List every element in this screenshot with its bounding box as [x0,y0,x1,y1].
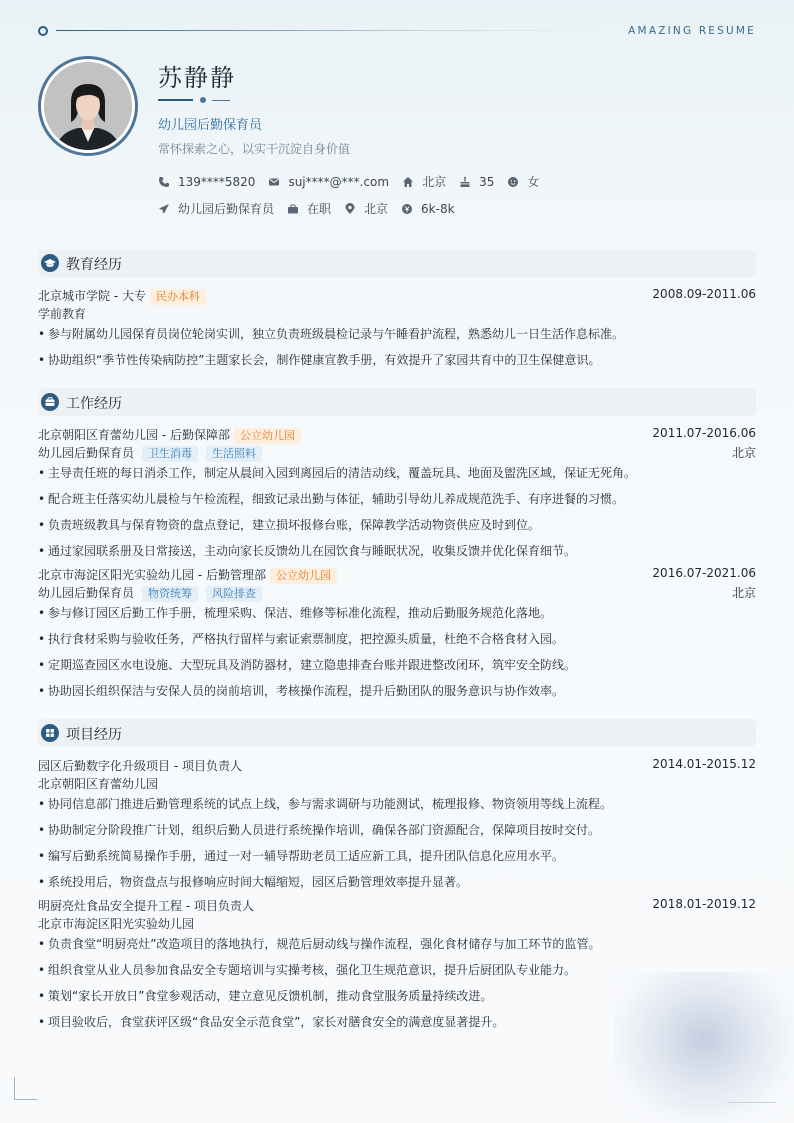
list-item: • 协助制定分阶段推广计划，组织后勤人员进行系统操作培训，确保各部门资源配合，保障项目按时交付。 [38,821,600,838]
target-job-item [158,200,274,217]
job-location: 北京 [731,586,756,600]
brand-label: AMAZING RESUME [628,25,756,37]
status-value: 在职 [307,202,332,216]
project-org: 北京朝阳区育蕾幼儿园 [38,777,159,791]
intention-row [158,200,468,217]
skill-tag: 卫生消毒 [142,446,198,462]
section-title: 工作经历 [66,396,122,412]
job-role-line [38,584,262,602]
avatar [38,56,138,156]
candidate-name: 苏静静 [158,64,236,92]
project-period: 2014.01-2015.12 [652,757,756,771]
name-underline-decoration [158,96,238,104]
divider-line [728,1102,776,1103]
list-item: • 通过家园联系册及日常接送，主动向家长反馈幼儿在园饮食与睡眠状况，收集反馈并优化保育细节。 [38,542,576,559]
phone-icon [158,176,170,188]
mail-icon [268,176,280,188]
graduation-cap-icon [41,254,59,272]
list-item: • 定期巡查园区水电设施、大型玩具及消防器材，建立隐患排查台账并跟进整改闭环，筑牢安全防线。 [38,656,576,673]
grid-icon [41,724,59,742]
list-item: • 系统投用后，物资盘点与报修响应时间大幅缩短，园区后勤管理效率提升显著。 [38,873,468,890]
list-item: • 项目验收后，食堂获评区级“食品安全示范食堂”，家长对膳食安全的满意度显著提升。 [38,1013,504,1030]
target-city-value: 北京 [364,202,389,216]
education-period: 2008.09-2011.06 [652,287,756,301]
project-name: 园区后勤数字化升级项目 - 项目负责人 [38,759,242,773]
section-projects [38,719,756,747]
section-title: 项目经历 [66,727,122,743]
email-value: suj****@***.com [288,174,390,189]
list-item: • 协助组织“季节性传染病防控”主题家长会，制作健康宣教手册，有效提升了家园共育中的卫生保健意识。 [38,351,600,368]
list-item: • 配合班主任落实幼儿晨检与午检流程，细致记录出勤与体征，辅助引导幼儿养成规范洗手、有序进餐的习惯。 [38,490,624,507]
phone-value: 139****5820 [178,174,256,189]
job-role: 幼儿园后勤保育员 [38,446,135,460]
list-item: • 策划“家长开放日”食堂参观活动，建立意见反馈机制，推动食堂服务质量持续改进。 [38,987,492,1004]
list-item: • 执行食材采购与验收任务，严格执行留样与索证索票制度，把控源头质量，杜绝不合格食材入园。 [38,630,564,647]
age-item [459,175,494,189]
project-period: 2018.01-2019.12 [652,897,756,911]
phone-item [158,175,255,189]
section-title: 教育经历 [66,257,122,273]
job-role-line [38,444,262,462]
salary-item [401,202,455,216]
blur-decoration [614,972,794,1123]
job-role: 幼儿园后勤保育员 [38,586,135,600]
city-value: 北京 [422,175,447,189]
circle-decoration [38,26,48,36]
list-item: • 参与修订园区后勤工作手册，梳理采购、保洁、维修等标准化流程，推动后勤服务规范化落地。 [38,604,552,621]
cake-icon [459,176,471,188]
divider-line [56,30,596,31]
salary-value: 6k-8k [421,201,455,216]
skill-tag: 物资统筹 [142,586,198,602]
org-tag: 公立幼儿园 [270,568,337,584]
list-item: • 负责班级教具与保育物资的盘点登记，建立损坏报修台账，保障教学活动物资供应及时到位。 [38,516,540,533]
school-tag: 民办本科 [150,289,206,305]
location-pin-icon [344,203,356,215]
target-job-value: 幼儿园后勤保育员 [178,202,275,216]
list-item: • 协同信息部门推进后勤管理系统的试点上线，参与需求调研与功能测试，梳理报修、物资领用等线上流程。 [38,795,612,812]
job-org-line [38,426,301,444]
corner-decoration [14,1077,37,1100]
list-item: • 参与附属幼儿园保育员岗位轮岗实训，独立负责班级晨检记录与午睡看护流程，熟悉幼儿一日生活作息标准。 [38,325,624,342]
target-city-item [344,200,388,217]
money-icon [401,203,413,215]
city-item [402,173,446,190]
contact-row [158,173,552,190]
send-icon [158,203,170,215]
org-tag: 公立幼儿园 [234,428,301,444]
gender-icon [507,176,519,188]
school-name: 北京城市学院 - 大专 [38,289,146,303]
list-item: • 编写后勤系统简易操作手册，通过一对一辅导帮助老员工适应新工具，提升团队信息化应用水平。 [38,847,564,864]
project-name: 明厨亮灶食品安全提升工程 - 项目负责人 [38,899,254,913]
list-item: • 主导责任班的每日消杀工作，制定从晨间入园到离园后的清洁动线，覆盖玩具、地面及盥洗区域，保证无死角。 [38,464,636,481]
status-item [287,200,331,217]
skill-tag: 风险排查 [206,586,262,602]
email-item [268,175,389,189]
briefcase-icon [287,203,299,215]
top-decoration [38,26,598,36]
list-item: • 负责食堂“明厨亮灶”改造项目的落地执行，规范后厨动线与操作流程，强化食材储存与加工环节的监管。 [38,935,600,952]
avatar-photo-icon [44,62,132,150]
list-item: • 组织食堂从业人员参加食品安全专题培训与实操考核，强化卫生规范意识，提升后厨团队专业能力。 [38,961,576,978]
motto: 常怀探索之心，以实干沉淀自身价值 [158,142,351,156]
job-title: 幼儿园后勤保育员 [158,118,263,133]
briefcase-icon [41,393,59,411]
school-line [38,287,206,305]
job-period: 2016.07-2021.06 [652,566,756,580]
job-location: 北京 [731,446,756,460]
list-item: • 协助园长组织保洁与安保人员的岗前培训，考核操作流程，提升后勤团队的服务意识与协作效率。 [38,682,564,699]
gender-item [507,173,539,190]
section-work [38,388,756,416]
home-icon [402,176,414,188]
job-org-line [38,566,337,584]
job-period: 2011.07-2016.06 [652,426,756,440]
job-org: 北京市海淀区阳光实验幼儿园 - 后勤管理部 [38,568,266,582]
age-value: 35 [479,174,495,189]
job-org: 北京朝阳区育蕾幼儿园 - 后勤保障部 [38,428,230,442]
gender-value: 女 [527,175,540,189]
major: 学前教育 [38,307,87,321]
skill-tag: 生活照料 [206,446,262,462]
section-education [38,249,756,277]
project-org: 北京市海淀区阳光实验幼儿园 [38,917,195,931]
